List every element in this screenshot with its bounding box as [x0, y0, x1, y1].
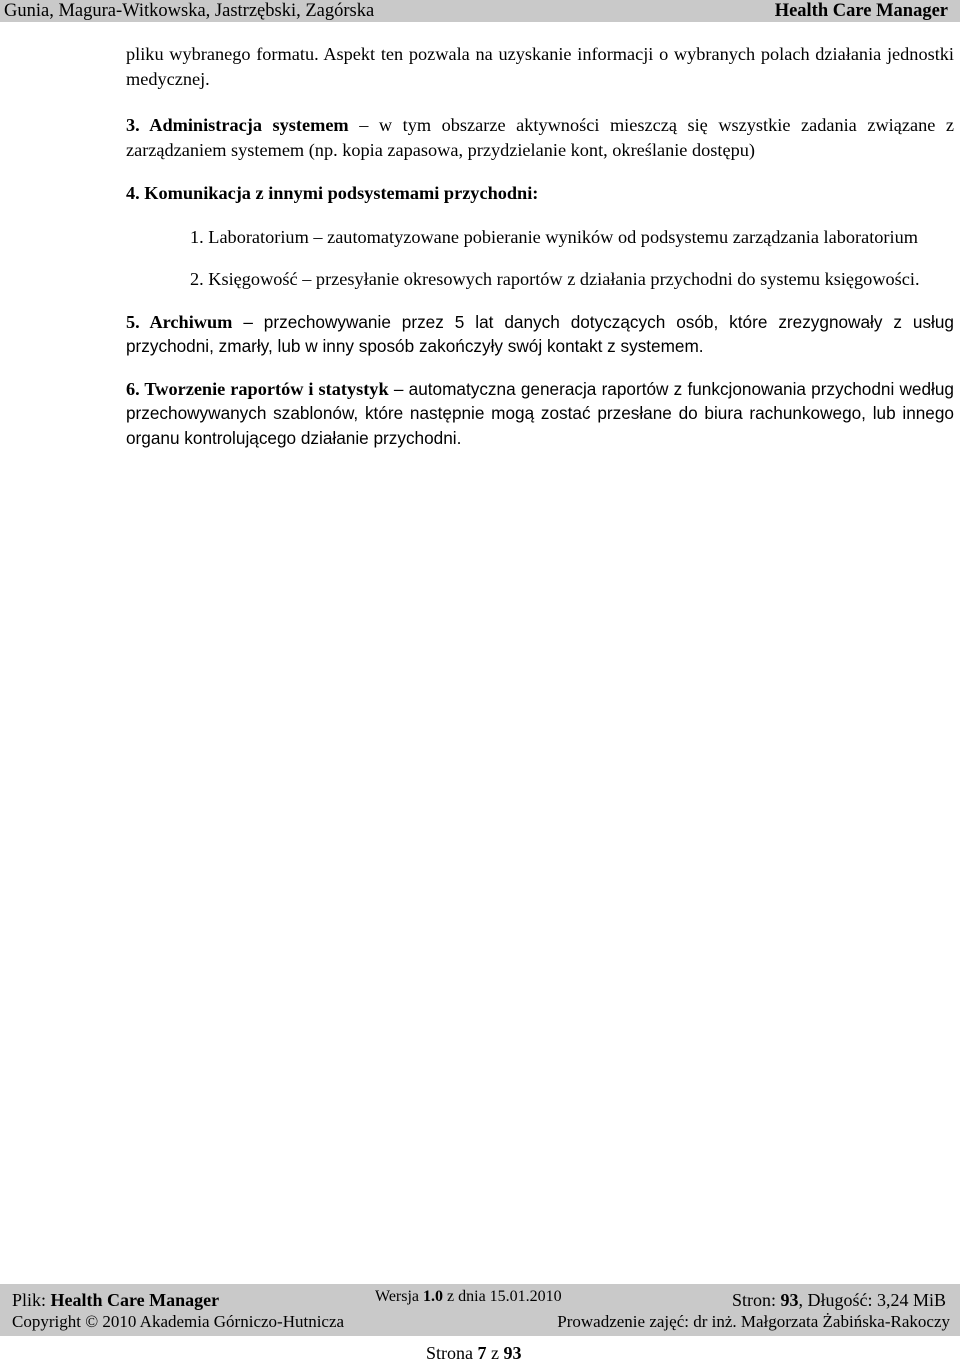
footer-version: [375, 1288, 562, 1306]
footer-pages: [732, 1290, 946, 1311]
footer-lead: Prowadzenie zajęć: dr inż. Małgorzata Żabińska-Rakoczy: [557, 1312, 950, 1331]
item-number: 5.: [126, 311, 150, 332]
header-title: Health Care Manager: [774, 1, 948, 21]
item-text: – w tym obszarze aktywności mieszczą się wszystkie zadania związane z zarządzaniem systemem (np. kopia zapasowa, przydzielanie kont, określanie dostępu): [126, 115, 954, 160]
page-header: [0, 0, 960, 22]
paragraph-intro: pliku wybranego formatu. Aspekt ten pozwala na uzyskanie informacji o wybranych polach działania jednostki medycznej.: [126, 44, 954, 89]
subitem-accounting: 2. Księgowość – przesyłanie okresowych raportów z działania przychodni do systemu księgowości.: [190, 269, 920, 289]
pages-count: 93: [780, 1290, 799, 1310]
file-label: Plik:: [12, 1290, 51, 1310]
item-text: – automatyczna generacja raportów z funkcjonowania przychodni według przechowywanych szablonów, które następnie mogą zostać przesłane do biura rachunkowego, lub innego organu kontrolującego działanie przychodni.: [126, 378, 954, 448]
footer-file: [12, 1290, 219, 1311]
item-title: Tworzenie raportów i statystyk: [144, 378, 389, 399]
header-authors: Gunia, Magura-Witkowska, Jastrzębski, Zagórska: [4, 1, 375, 21]
version-date: z dnia 15.01.2010: [443, 1288, 562, 1305]
page-separator: z: [486, 1343, 504, 1363]
page-footer: [0, 1284, 960, 1361]
file-size: , Długość: 3,24 MiB: [798, 1290, 946, 1310]
item-communication-heading: [126, 181, 954, 206]
item-reports: [126, 377, 954, 451]
item-title: Archiwum: [149, 311, 233, 332]
version-label: Wersja: [375, 1288, 424, 1305]
page-current: 7: [477, 1343, 487, 1363]
item-text: – przechowywanie przez 5 lat danych dotyczących osób, które zrezygnowały z usług przychodni, zmarły, lub w inny sposób zakończyły swój kontakt z systemem.: [126, 311, 954, 356]
file-name: Health Care Manager: [50, 1290, 220, 1310]
item-title: 4. Komunikacja z innymi podsystemami przychodni:: [126, 183, 539, 203]
page-total: 93: [503, 1343, 522, 1363]
document-body: [126, 42, 954, 450]
item-archive: [126, 310, 954, 359]
item-administration: [126, 113, 954, 162]
page-label: Strona: [426, 1343, 478, 1363]
subitem-laboratory: 1. Laboratorium – zautomatyzowane pobieranie wyników od podsystemu zarządzania laboratorium: [190, 226, 918, 247]
version-number: 1.0: [423, 1288, 444, 1305]
pages-label: Stron:: [731, 1290, 781, 1310]
footer-copyright: Copyright © 2010 Akademia Górniczo-Hutnicza: [12, 1312, 345, 1331]
item-title: Administracja systemem: [149, 115, 349, 135]
item-number: 3.: [126, 115, 150, 135]
item-number: 6.: [126, 378, 145, 399]
